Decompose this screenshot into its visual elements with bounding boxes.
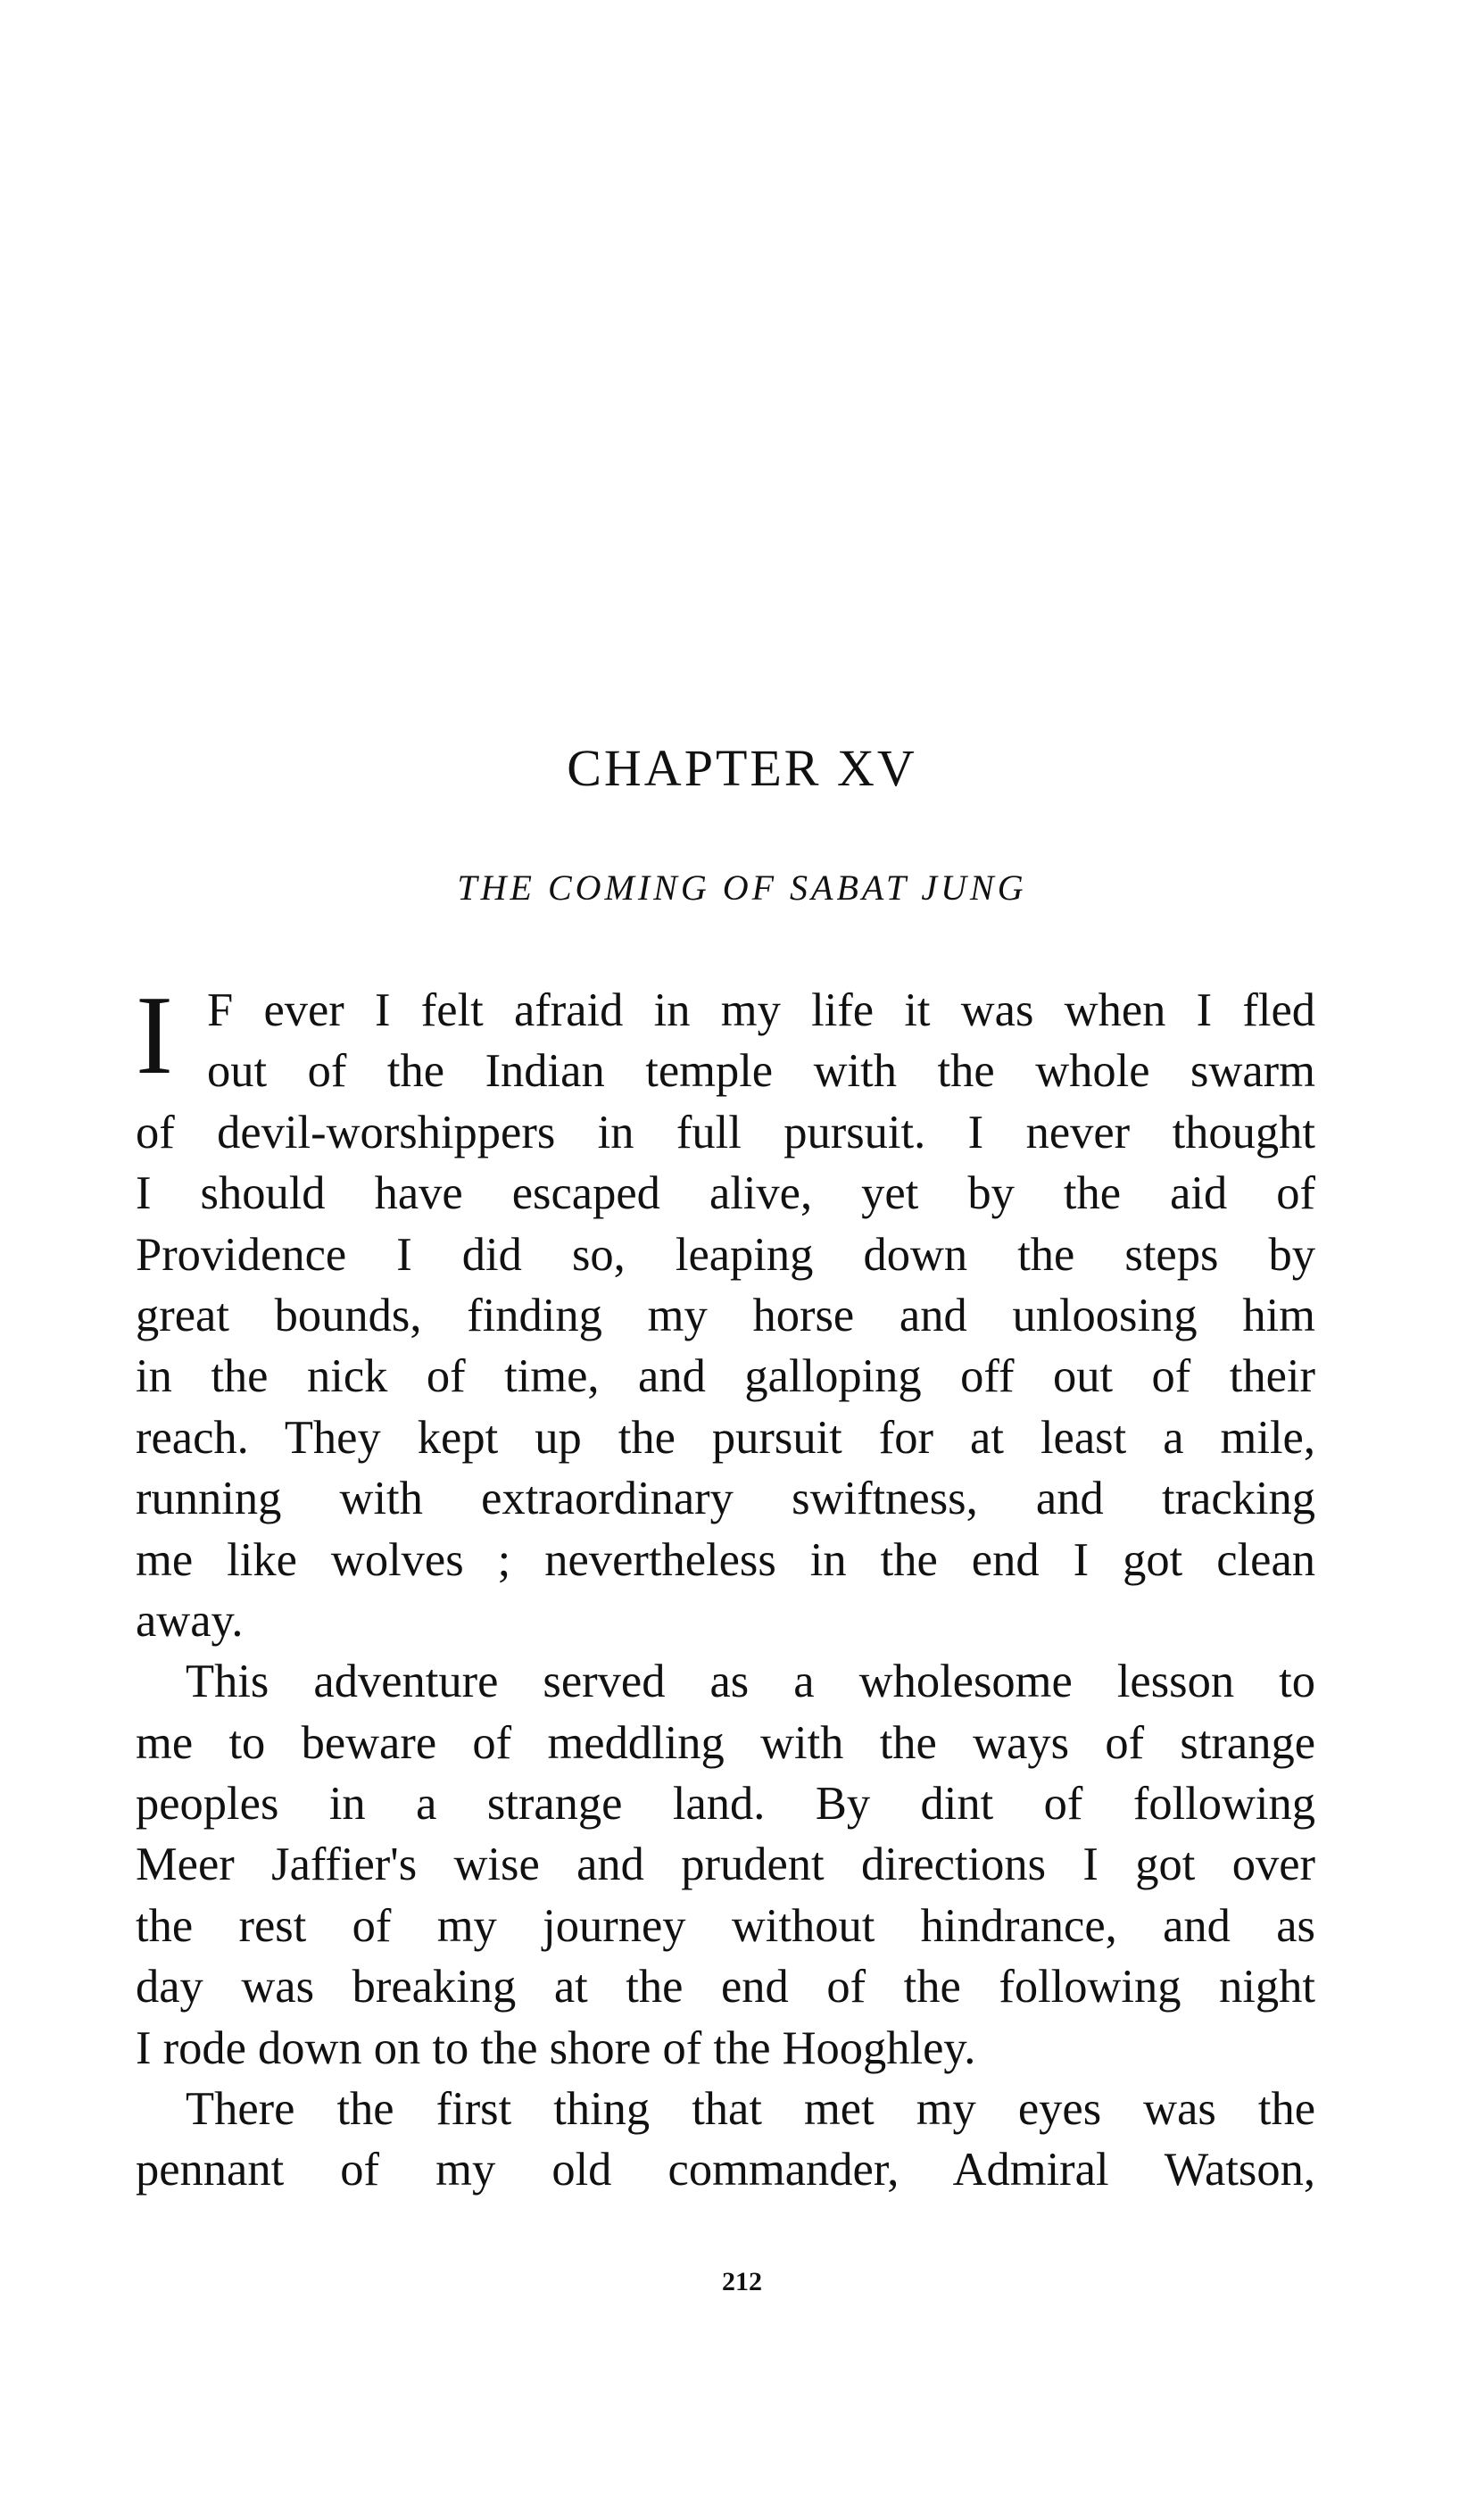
paragraph-1-line: of devil-worshippers in full pursuit. I never thought: [136, 1106, 1315, 1158]
paragraph-1-line: me like wolves ; nevertheless in the end I got clean: [136, 1533, 1315, 1586]
paragraph-3-line: pennant of my old commander, Admiral Watson,: [136, 2144, 1315, 2196]
chapter-subtitle: THE COMING OF SABAT JUNG: [457, 868, 1027, 908]
paragraph-2-line: This adventure served as a wholesome lesson to: [186, 1656, 1315, 1708]
paragraph-1-line: I should have escaped alive, yet by the aid of: [136, 1167, 1315, 1220]
paragraph-2-line: Meer Jaffier's wise and prudent directions I got over: [136, 1839, 1315, 1891]
paragraph-1-line: F ever I felt afraid in my life it was when I fled: [207, 984, 1315, 1036]
paragraph-1-line: great bounds, finding my horse and unloosing him: [136, 1289, 1315, 1341]
paragraph-2-line: me to beware of meddling with the ways of strange: [136, 1716, 1315, 1769]
chapter-heading: CHAPTER XV: [567, 739, 917, 797]
body-text: [136, 974, 1315, 2201]
drop-cap: I: [136, 974, 173, 1098]
paragraph-2-line: I rode down on to the shore of the Hooghley.: [136, 2022, 976, 2074]
paragraph-2-line: peoples in a strange land. By dint of following: [136, 1778, 1315, 1831]
paragraph-2-line: the rest of my journey without hindrance, and as: [136, 1899, 1315, 1952]
paragraph-1-line: reach. They kept up the pursuit for at least a mile,: [136, 1411, 1315, 1464]
paragraph-1-line: away.: [136, 1594, 244, 1647]
paragraph-1-line: Providence I did so, leaping down the steps by: [136, 1228, 1315, 1281]
paragraph-3-line: There the first thing that met my eyes was the: [186, 2083, 1315, 2136]
paragraph-2-line: day was breaking at the end of the following night: [136, 1961, 1315, 2013]
paragraph-1-line: in the nick of time, and galloping off out of their: [136, 1350, 1315, 1403]
paragraph-1-line: out of the Indian temple with the whole swarm: [207, 1045, 1315, 1098]
page-number: 212: [722, 2267, 762, 2296]
paragraph-1-line: running with extraordinary swiftness, and tracking: [136, 1473, 1315, 1525]
